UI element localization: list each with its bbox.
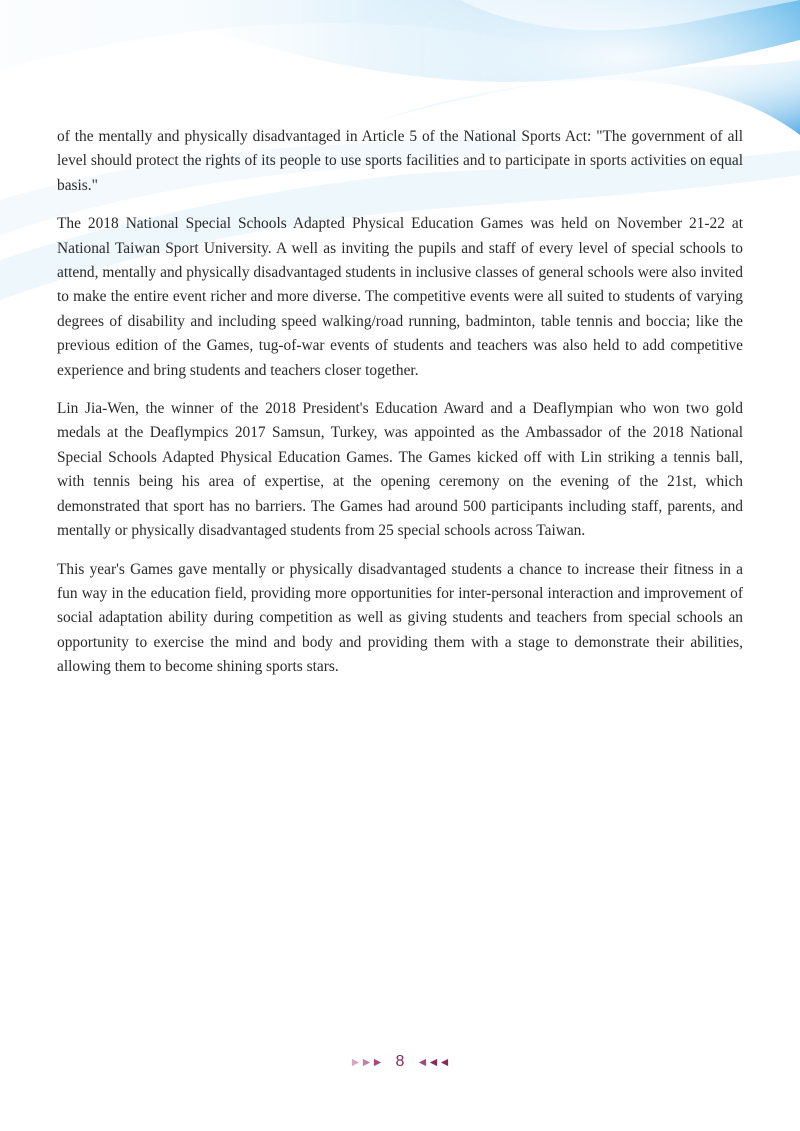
arrow-left-icon-2 xyxy=(429,1058,438,1067)
paragraph-1: of the mentally and physically disadvantaged in Article 5 of the National Sports Act: "The government of all level should protect the rights of its people to use sports facilities and to participate in sports activities on equal basis." xyxy=(57,128,743,194)
paragraph-4: This year's Games gave mentally or physically disadvantaged students a chance to increase their fitness in a fun way in the education field, providing more opportunities for inter-personal interaction and improvement of social adaptation ability during competition as well as giving students and teachers from special schools an opportunity to exercise the mind and body and providing them with a stage to demonstrate their abilities, allowing them to become shining sports stars. xyxy=(57,560,743,676)
arrow-right-icon-1 xyxy=(351,1058,360,1067)
article-body xyxy=(57,125,743,694)
arrow-left-icon-3 xyxy=(440,1058,449,1067)
arrow-right-icon-3 xyxy=(373,1058,382,1067)
arrow-left-icon-1 xyxy=(418,1058,427,1067)
arrow-right-icon-2 xyxy=(362,1058,371,1067)
paragraph-3: Lin Jia-Wen, the winner of the 2018 President's Education Award and a Deaflympian who won two gold medals at the Deaflympics 2017 Samsun, Turkey, was appointed as the Ambassador of the 2018 National Special Schools Adapted Physical Education Games. The Games kicked off with Lin striking a tennis ball, with tennis being his area of expertise, at the opening ceremony on the evening of the 21st, which demonstrated that sport has no barriers. The Games had around 500 participants including staff, parents, and mentally or physically disadvantaged students from 25 special schools across Taiwan. xyxy=(57,400,743,540)
triangle-left-icon xyxy=(418,1058,449,1067)
triangle-right-icon xyxy=(351,1058,382,1067)
page-number: 8 xyxy=(395,1053,405,1070)
page-footer xyxy=(0,1050,800,1074)
paragraph-2: The 2018 National Special Schools Adapted Physical Education Games was held on November 21-22 at National Taiwan Sport University. A well as inviting the pupils and staff of every level of special schools to attend, mentally and physically disadvantaged students in inclusive classes of general schools were also invited to make the entire event richer and more diverse. The competitive events were all suited to students of varying degrees of disability and including speed walking/road running, badminton, table tennis and boccia; like the previous edition of the Games, tug-of-war events of students and teachers was also held to add competitive experience and bring students and teachers closer together. xyxy=(57,215,743,379)
